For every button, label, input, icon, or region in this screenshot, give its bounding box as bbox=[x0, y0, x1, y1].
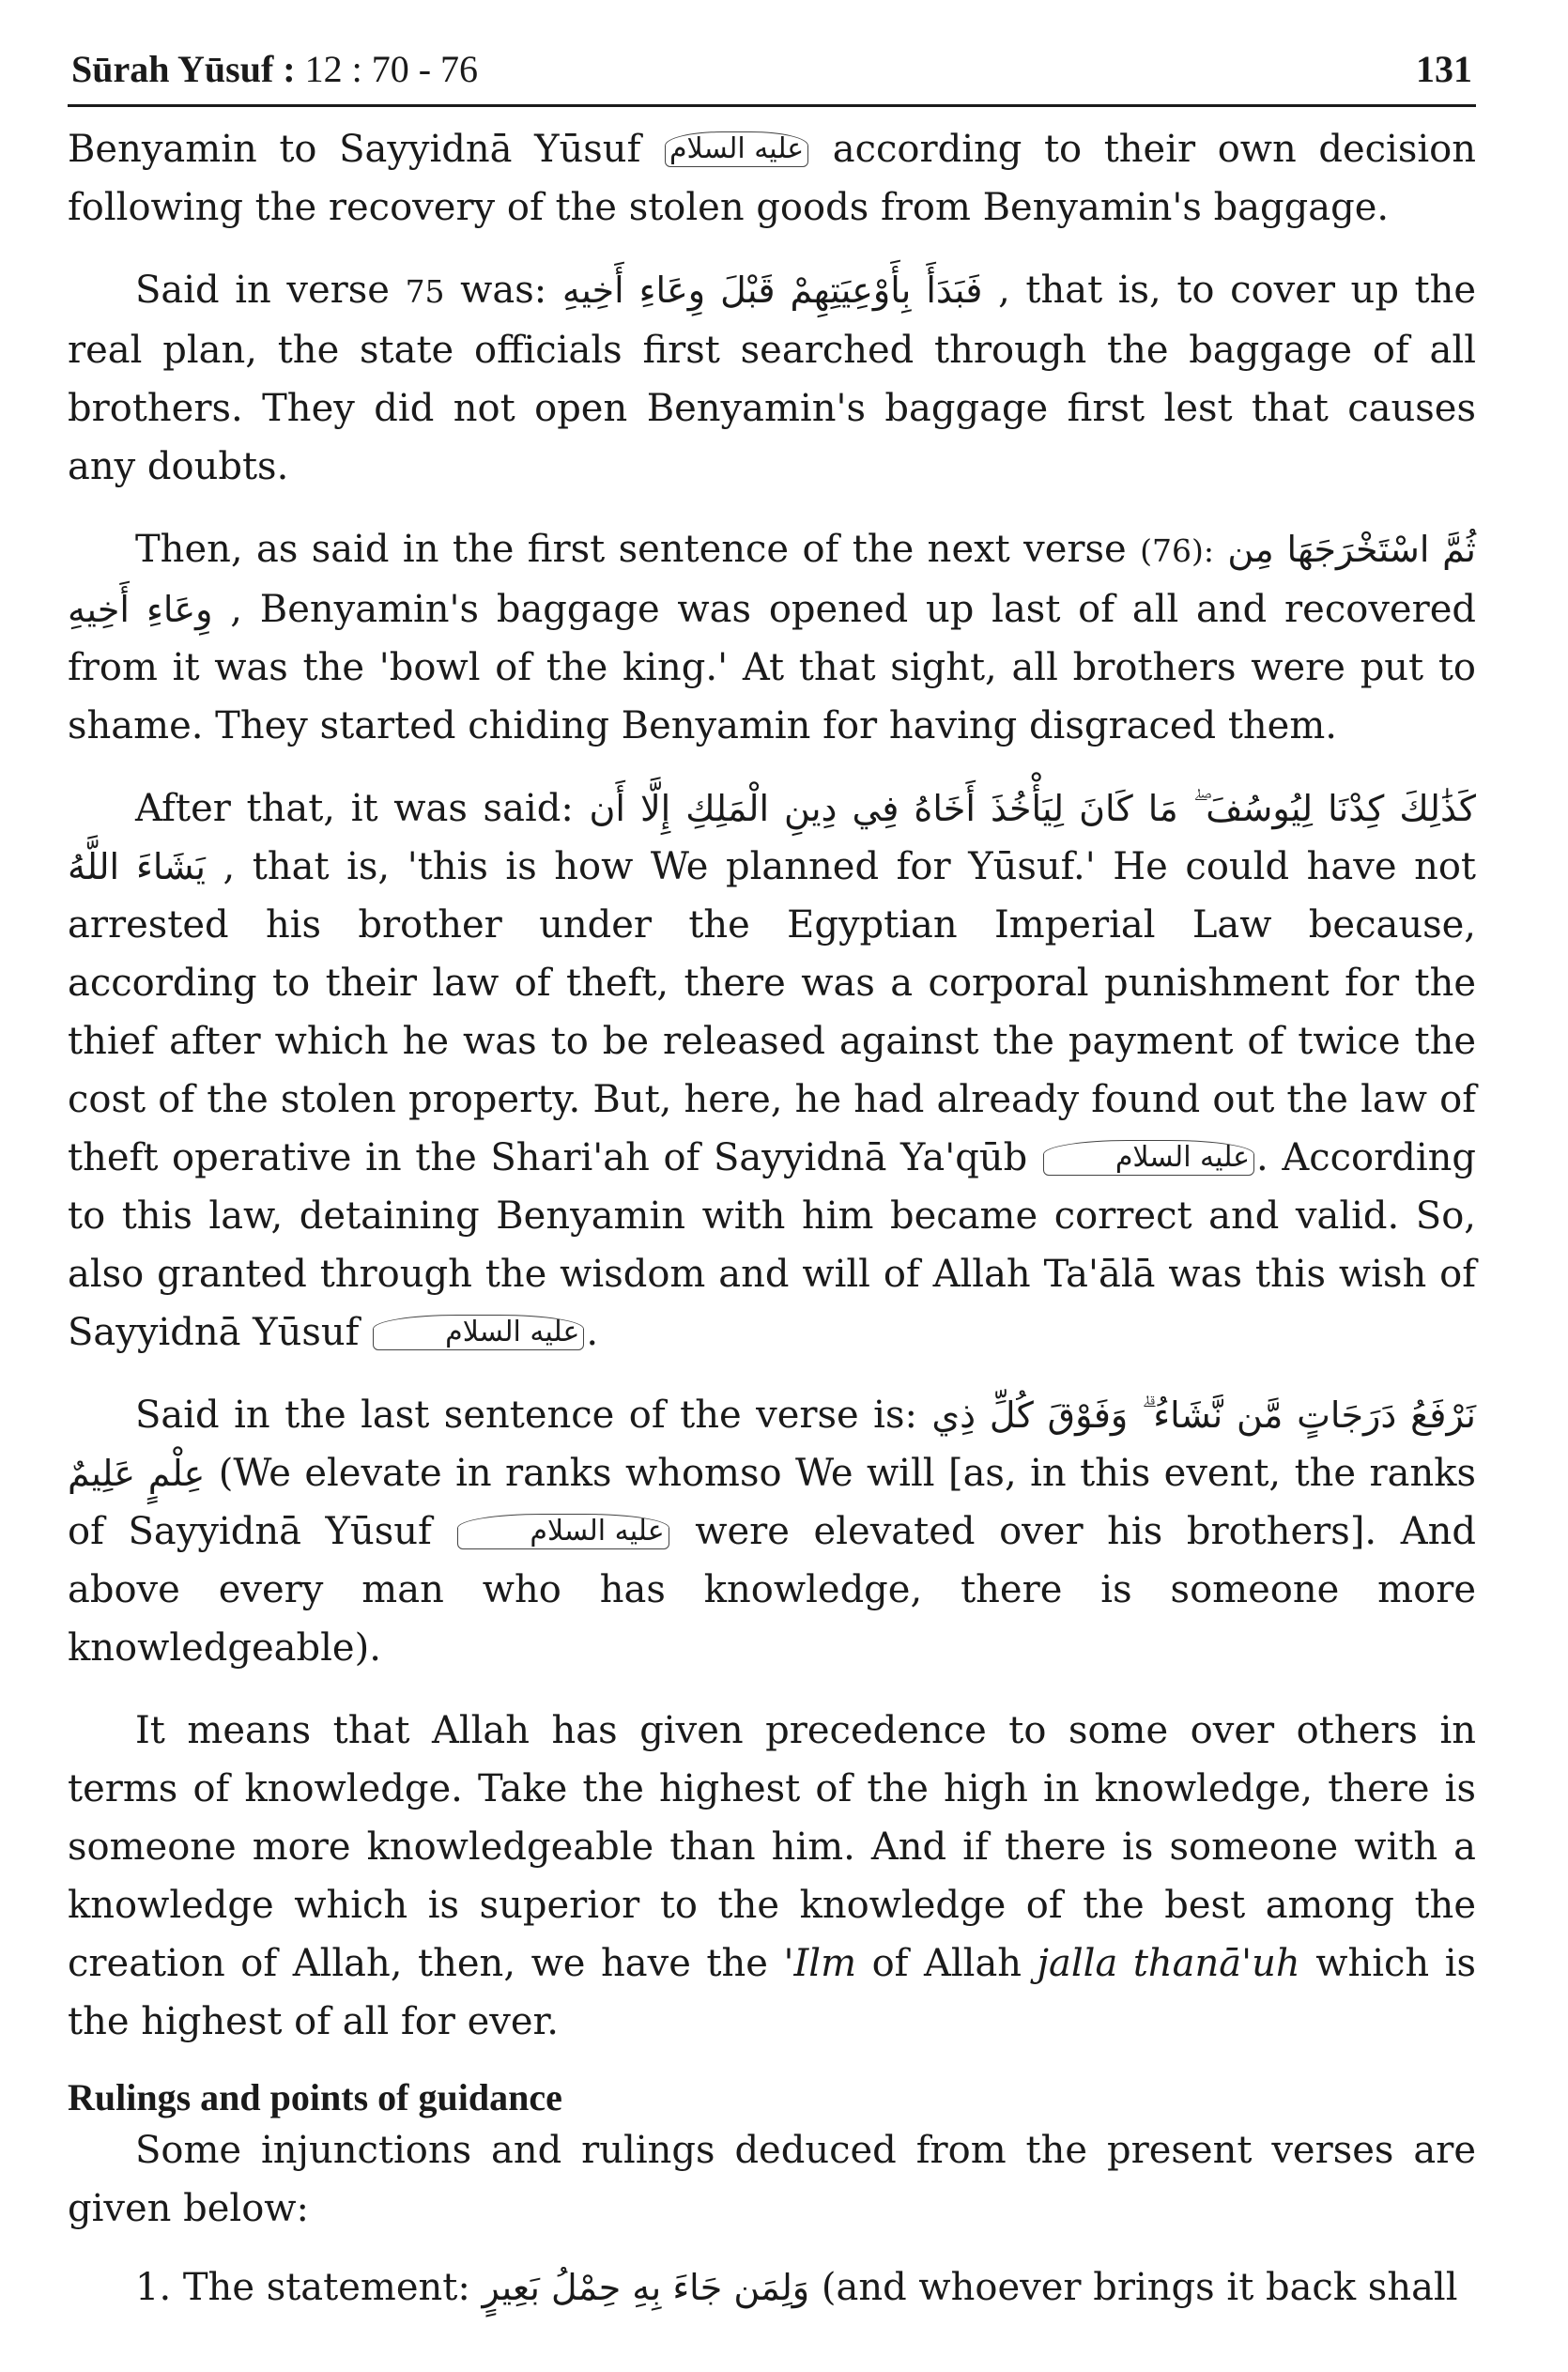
italic-term: jalla thanā'uh bbox=[1037, 1942, 1300, 1985]
honorific-symbol: عليه السلام bbox=[457, 1514, 669, 1549]
arabic-quote: نَرْفَعُ دَرَجَاتٍ مَّن نَّشَاءُ ۗ وَفَوْقَ كُلِّ ذِي عِلْمٍ عَلِيمٌ bbox=[68, 1394, 1477, 1494]
verse-number: 75 bbox=[405, 273, 445, 310]
paragraph-6: It means that Allah has given precedence to some over others in terms of knowledge. Take the highest of the high in knowledge, there is someone more knowledgeable than him. And if there is someone with a knowledge which is superior to the knowledge of the best among the creation of Allah, then, we have the 'Ilm of Allah jalla thanā'uh which is the highest of all for ever. bbox=[68, 1709, 1477, 2043]
arabic-quote: ثُمَّ اسْتَخْرَجَهَا مِن وِعَاءِ أَخِيهِ bbox=[68, 529, 1477, 630]
arabic-quote: وَلِمَن جَاءَ بِهِ حِمْلُ بَعِيرٍ bbox=[482, 2267, 810, 2308]
arabic-quote: كَذَٰلِكَ كِدْنَا لِيُوسُفَ ۖ مَا كَانَ لِيَأْخُذَ أَخَاهُ فِي دِينِ الْمَلِكِ إِلَّا أَن يَشَاءَ اللَّهُ bbox=[68, 788, 1476, 887]
book-page bbox=[68, 47, 1476, 2341]
arabic-quote: فَبَدَأَ بِأَوْعِيَتِهِمْ قَبْلَ وِعَاءِ أَخِيهِ bbox=[561, 270, 983, 311]
honorific-symbol: عليه السلام bbox=[373, 1315, 584, 1350]
verse-number: (76): bbox=[1140, 532, 1214, 569]
section-intro: Some injunctions and rulings deduced from the present verses are given below: bbox=[68, 2129, 1476, 2230]
section-heading: Rulings and points of guidance bbox=[68, 2076, 562, 2118]
paragraph-4: After that, it was said: كَذَٰلِكَ كِدْنَا لِيُوسُفَ ۖ مَا كَانَ لِيَأْخُذَ أَخَاهُ فِي دِينِ الْمَلِكِ إِلَّا أَن يَشَاءَ اللَّهُ , that is, 'this is how We planned for Yūsuf.' He could have not arrested his brother under the Egyptian Imperial Law because, according to their law of theft, there was a corporal punishment for the thief after which he was to be released against the payment of twice the cost of the stolen property. But, here, he had already found out the law of theft operative in the Shari'ah of Sayyidnā Ya'qūb عليه السلام . According to this law, detaining Benyamin with him became correct and valid. So, also granted through the wisdom and will of Allah Ta'ālā was this wish of Sayyidnā Yūsuf عليه السلام . bbox=[68, 787, 1477, 1354]
paragraph-3: Then, as said in the first sentence of the next verse (76): ثُمَّ اسْتَخْرَجَهَا مِن وِعَاءِ أَخِيهِ , Benyamin's baggage was opened up last of all and recovered from it was the 'bowl of the king.' At that sight, all brothers were put to shame. They started chiding Benyamin for having disgraced them. bbox=[68, 528, 1477, 747]
verse-range: 12 : 70 - 76 bbox=[295, 48, 479, 90]
paragraph-2: Said in verse 75 was: فَبَدَأَ بِأَوْعِيَتِهِمْ قَبْلَ وِعَاءِ أَخِيهِ , that is, to cover up the real plan, the state officials first searched through the baggage of all brothers. They did not open Benyamin's baggage first lest that causes any doubts. bbox=[68, 269, 1477, 488]
honorific-symbol: عليه السلام bbox=[665, 131, 808, 167]
paragraph-1: Benyamin to Sayyidnā Yūsuf عليه السلام according to their own decision following the recovery of the stolen goods from Benyamin's baggage. bbox=[68, 128, 1477, 229]
paragraph-5: Said in the last sentence of the verse is: نَرْفَعُ دَرَجَاتٍ مَّن نَّشَاءُ ۗ وَفَوْقَ كُلِّ ذِي عِلْمٍ عَلِيمٌ (We elevate in ranks whomso We will [as, in this event, the ranks of Sayyidnā Yūsuf عليه السلام were elevated over his brothers]. And above every man who has knowledge, there is someone more knowledgeable). bbox=[68, 1394, 1477, 1670]
ruling-1: 1. The statement: وَلِمَن جَاءَ بِهِ حِمْلُ بَعِيرٍ (and whoever brings it back shall bbox=[135, 2266, 1458, 2309]
chapter-title: Sūrah Yūsuf : 12 : 70 - 76 bbox=[71, 48, 479, 90]
honorific-symbol: عليه السلام bbox=[1043, 1140, 1254, 1176]
italic-term: 'Ilm bbox=[783, 1942, 857, 1985]
running-header bbox=[68, 47, 1476, 107]
page-number: 131 bbox=[1416, 48, 1472, 90]
page-body bbox=[68, 107, 1476, 2317]
